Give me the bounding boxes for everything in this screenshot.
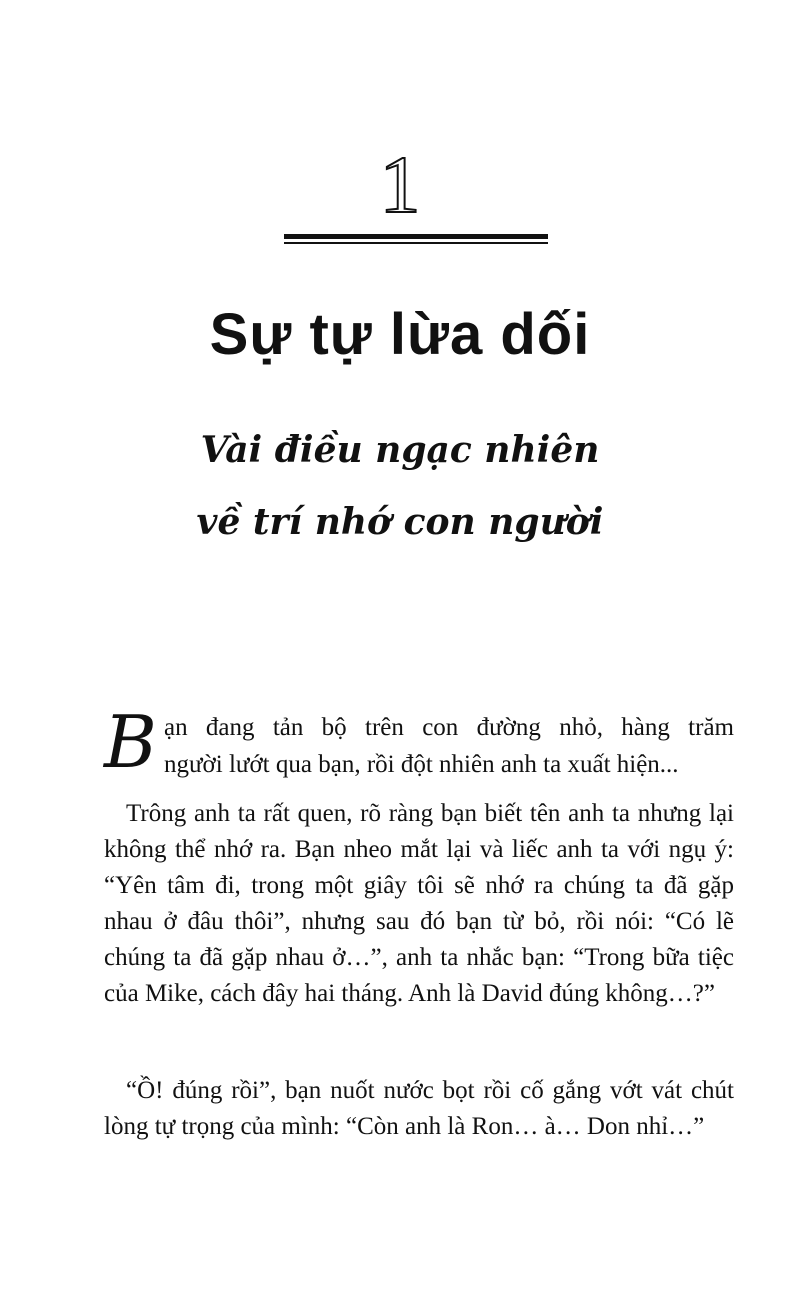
chapter-subtitle-line-1: Vài điều ngạc nhiên: [200, 429, 600, 471]
drop-cap-letter: B: [104, 700, 157, 784]
paragraph-1-line-2: người lướt qua bạn, rồi đột nhiên anh ta xuất hiện...: [164, 751, 679, 778]
chapter-divider-thin: [284, 242, 548, 244]
chapter-subtitle-line-2: về trí nhớ con người: [196, 501, 604, 543]
chapter-divider-thick: [284, 234, 548, 239]
paragraph-3: “Ồ! đúng rồi”, bạn nuốt nước bọt rồi cố gắng vớt vát chút lòng tự trọng của mình: “Còn anh là Ron… à… Don nhỉ…”: [104, 1077, 734, 1140]
paragraph-1-line-1: ạn đang tản bộ trên con đường nhỏ, hàng trăm: [164, 714, 734, 741]
paragraph-2: Trông anh ta rất quen, rõ ràng bạn biết tên anh ta nhưng lại không thể nhớ ra. Bạn nheo mắt lại và liếc anh ta với ngụ ý: “Yên tâm đi, trong một giây tôi sẽ nhớ ra chúng ta đã gặp nhau ở đâu thôi”, nhưng sau đó bạn từ bỏ, rồi nói: “Có lẽ chúng ta đã gặp nhau ở…”, anh ta nhắc bạn: “Trong bữa tiệc của Mike, cách đây hai tháng. Anh là David đúng không…?”: [104, 800, 734, 1007]
chapter-number: 1: [379, 139, 421, 230]
chapter-title: Sự tự lừa dối: [209, 302, 591, 367]
